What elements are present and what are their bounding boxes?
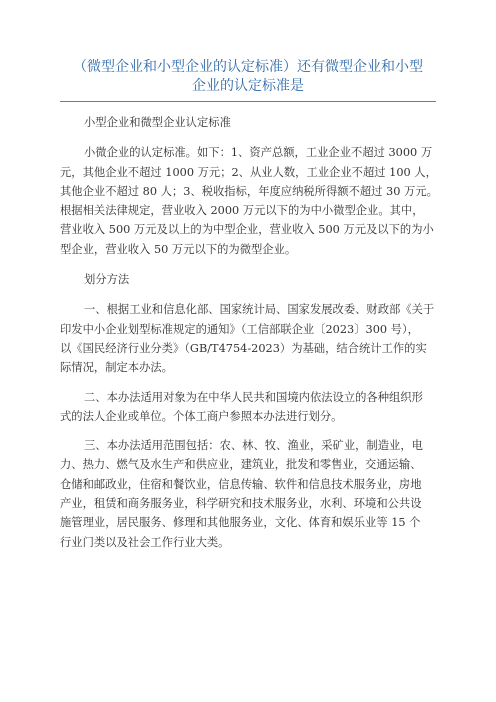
- paragraph-line: 三、本办法适用范围包括：农、林、牧、渔业，采矿业，制造业，电: [84, 439, 423, 453]
- paragraph-line: 产业，租赁和商务服务业，科学研究和技术服务业，水利、环境和公共设: [60, 497, 422, 511]
- paragraph-line: 小微企业的认定标准。如下：1、资产总额，工业企业不超过 3000 万: [84, 146, 433, 160]
- paragraph-line: 仓储和邮政业，住宿和餐饮业，信息传输、软件和信息技术服务业，房地: [60, 477, 422, 491]
- paragraph-line: 元，其他企业不超过 1000 万元；2、从业人数，工业企业不超过 100 人，: [60, 165, 437, 179]
- paragraph-article-3: [60, 436, 444, 552]
- section-heading: [60, 270, 444, 289]
- paragraph-line: 际情况，制定本办法。: [60, 361, 173, 375]
- paragraph-line: 型企业，营业收入 50 万元以下的为微型企业。: [60, 242, 297, 256]
- title-line: 企业的认定标准是: [192, 78, 304, 94]
- title-divider: [60, 101, 436, 102]
- paragraph-line: 行业门类以及社会工作行业大类。: [60, 535, 230, 549]
- paragraph-line: 施管理业，居民服务、修理和其他服务业，文化、体育和娱乐业等 15 个: [60, 516, 421, 530]
- document-title: [48, 58, 448, 96]
- paragraph-line: 式的法人企业或单位。个体工商户参照本办法进行划分。: [60, 409, 343, 423]
- section-heading: [60, 113, 444, 132]
- paragraph-line: 印发中小企业划型标准规定的通知》（工信部联企业〔2023〕300 号），: [60, 322, 419, 336]
- paragraph-line: 根据相关法律规定，营业收入 2000 万元以下的为中小微型企业。其中，: [60, 204, 424, 218]
- paragraph-article-1: [60, 300, 444, 377]
- paragraph-line: 力、热力、燃气及水生产和供应业，建筑业，批发和零售业，交通运输、: [60, 458, 422, 472]
- paragraph-line: 一、根据工业和信息化部、国家统计局、国家发展改委、财政部《关于: [84, 303, 435, 317]
- paragraph-line: 其他企业不超过 80 人；3、税收指标，年度应纳税所得额不超过 30 万元。: [60, 184, 438, 198]
- document-body: [60, 113, 444, 552]
- paragraph-line: 小型企业和微型企业认定标准: [84, 116, 231, 129]
- paragraph-line: 二、本办法适用对象为在中华人民共和国境内依法设立的各种组织形: [84, 390, 423, 404]
- paragraph-line: 营业收入 500 万元及以上的为中型企业，营业收入 500 万元及以下的为小: [60, 223, 434, 237]
- paragraph-line: 划分方法: [84, 273, 130, 287]
- title-line: （微型企业和小型企业的认定标准）还有微型企业和小型: [73, 59, 423, 75]
- paragraph-standards: [60, 143, 444, 259]
- paragraph-line: 以《国民经济行业分类》（GB/T4754-2023）为基础，结合统计工作的实: [60, 341, 427, 355]
- paragraph-article-2: [60, 388, 444, 427]
